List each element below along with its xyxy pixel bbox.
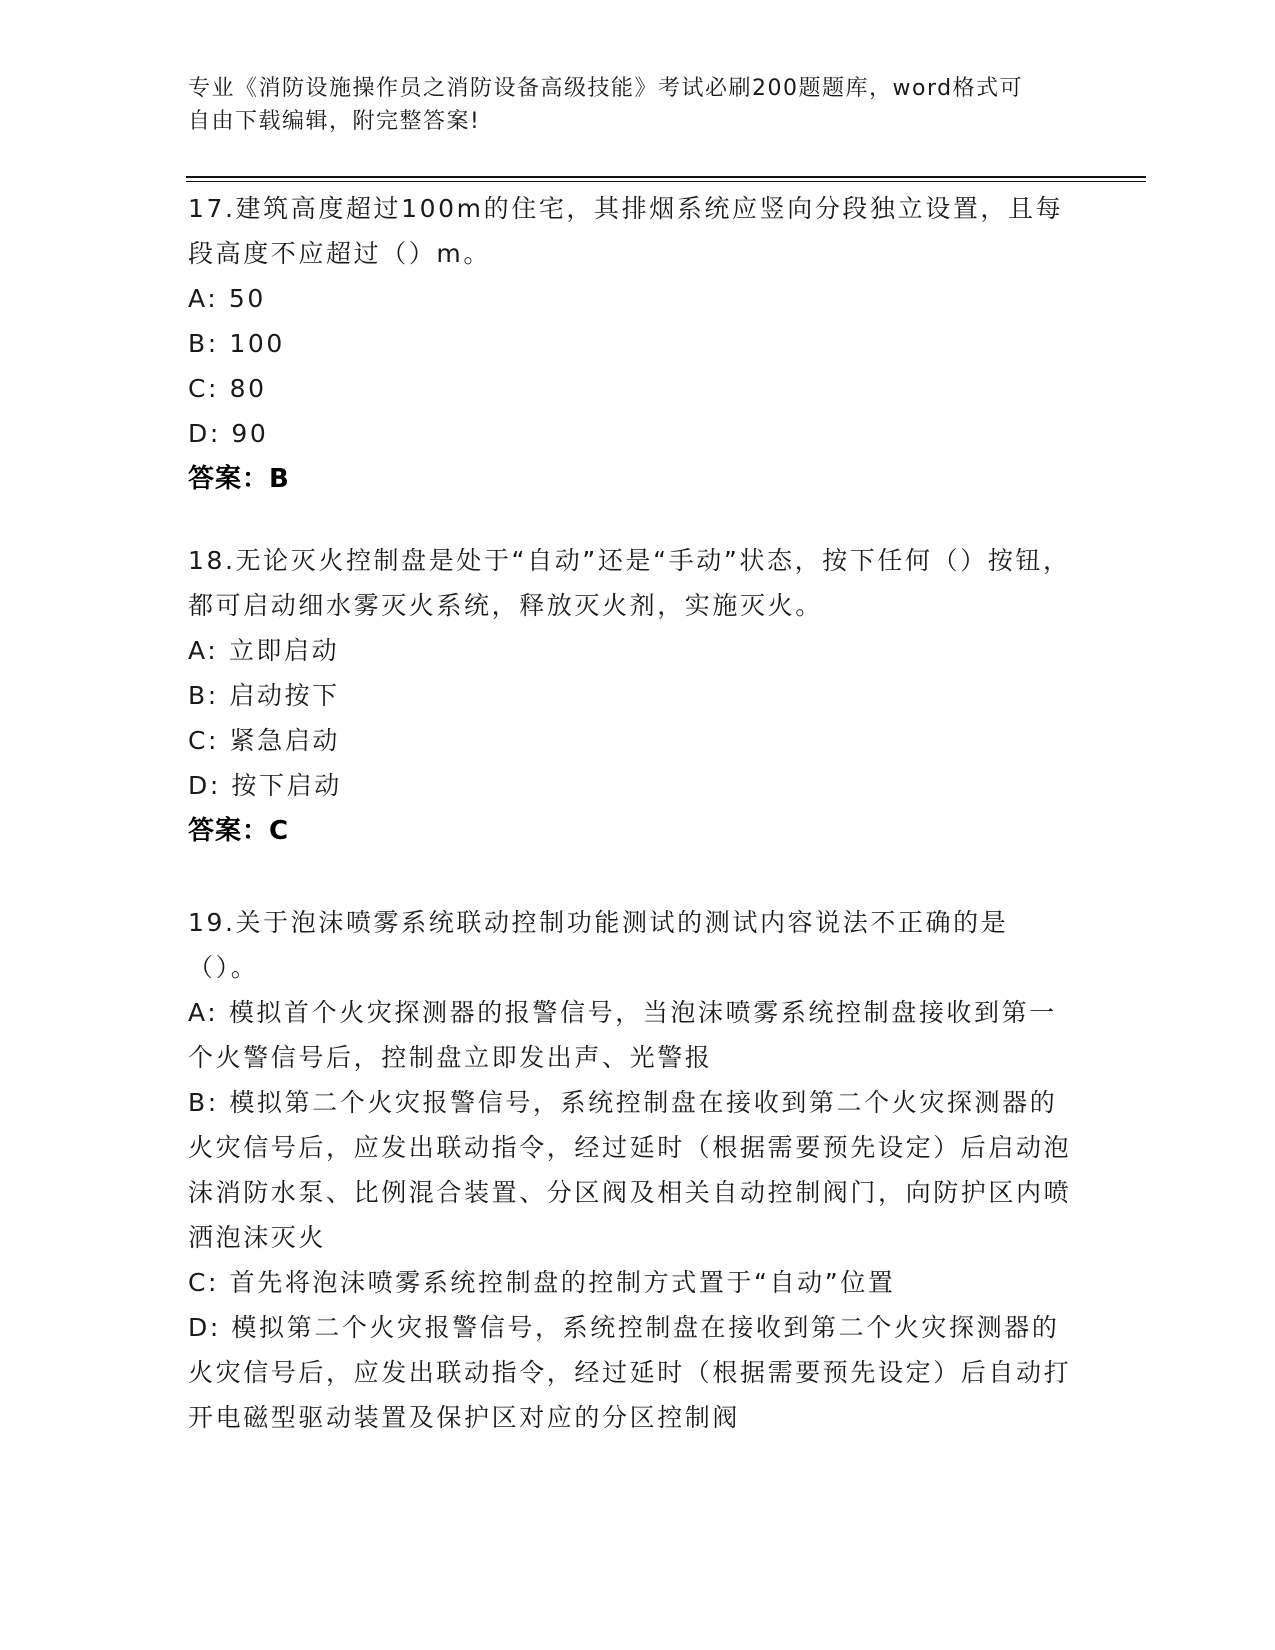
option-b: B: 模拟第二个火灾报警信号，系统控制盘在接收到第二个火灾探测器的火灾信号后，应发出联动指令，经过延时（根据需要预先设定）后启动泡沫消防水泵、比例混合装置、分区阀及相关自动控制阀门，向防护区内喷洒泡沫灭火 bbox=[188, 1088, 1072, 1252]
option-a: A: 立即启动 bbox=[188, 636, 340, 665]
header-rule-thick bbox=[186, 176, 1146, 178]
header-line-2: 自由下载编辑，附完整答案! bbox=[188, 109, 481, 134]
option-a: A: 50 bbox=[188, 284, 266, 313]
option-b: B: 100 bbox=[188, 329, 285, 358]
answer: 答案：B bbox=[188, 464, 290, 494]
question-stem: 18.无论灭火控制盘是处于“自动”还是“手动”状态，按下任何（）按钮，都可启动细水雾灭火系统，释放灭火剂，实施灭火。 bbox=[188, 546, 1071, 620]
question-stem: 19.关于泡沫喷雾系统联动控制功能测试的测试内容说法不正确的是（）。 bbox=[188, 908, 1009, 982]
option-c: C: 80 bbox=[188, 374, 267, 403]
option-d: D: 90 bbox=[188, 419, 269, 448]
option-d: D: 按下启动 bbox=[188, 771, 342, 800]
header-rule-thin bbox=[186, 181, 1146, 182]
option-d: D: 模拟第二个火灾报警信号，系统控制盘在接收到第二个火灾探测器的火灾信号后，应发出联动指令，经过延时（根据需要预先设定）后自动打开电磁型驱动装置及保护区对应的分区控制阀 bbox=[188, 1313, 1072, 1432]
question-19 bbox=[188, 900, 1078, 1440]
option-a: A: 模拟首个火灾探测器的报警信号，当泡沫喷雾系统控制盘接收到第一个火警信号后，控制盘立即发出声、光警报 bbox=[188, 998, 1057, 1072]
document-header bbox=[188, 72, 1068, 138]
answer: 答案：C bbox=[188, 816, 290, 846]
header-line-1: 专业《消防设施操作员之消防设备高级技能》考试必刷200题题库，word格式可 bbox=[188, 76, 1024, 101]
question-18 bbox=[188, 538, 1078, 854]
question-17 bbox=[188, 186, 1078, 502]
option-b: B: 启动按下 bbox=[188, 681, 340, 710]
option-c: C: 首先将泡沫喷雾系统控制盘的控制方式置于“自动”位置 bbox=[188, 1268, 896, 1297]
question-stem: 17.建筑高度超过100m的住宅，其排烟系统应竖向分段独立设置，且每段高度不应超过（）m。 bbox=[188, 194, 1064, 268]
option-c: C: 紧急启动 bbox=[188, 726, 341, 755]
